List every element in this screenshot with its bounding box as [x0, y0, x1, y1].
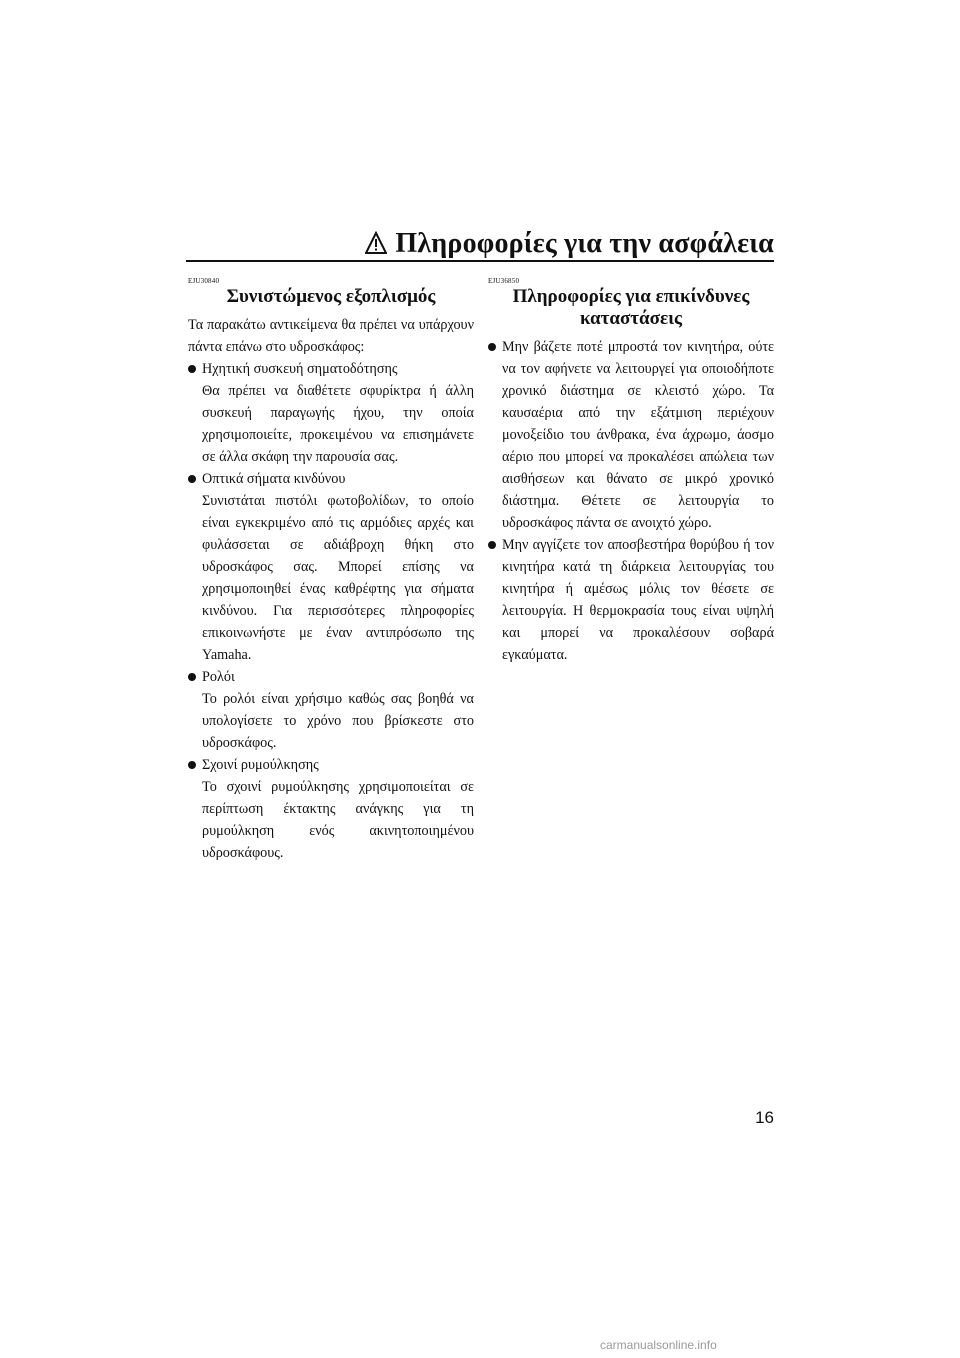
page-title: Πληροφορίες για την ασφάλεια — [395, 228, 774, 259]
bullet-icon — [188, 673, 196, 681]
header-rule — [186, 260, 774, 262]
bullet-icon — [188, 761, 196, 769]
bullet-icon — [188, 365, 196, 373]
item-text: Μην αγγίζετε τον αποσβεστήρα θορύβου ή τον κινητήρα κατά τη διάρκεια λειτουργίας του κινητήρα ή αμέσως μόλις τον θέσετε σε λειτουργία. Η θερμοκρασία τους είναι υψηλή και μπορεί να προκαλέσουν σοβαρά εγκαύματα. — [502, 537, 774, 663]
list-item — [188, 666, 474, 754]
section-heading-equipment: Συνιστώμενος εξοπλισμός — [226, 286, 436, 307]
item-description: Το ρολόι είναι χρήσιμο καθώς σας βοηθά να υπολογίσετε το χρόνο που βρίσκεστε στο υδροσκάφος. — [202, 691, 474, 751]
item-label: Ρολόι — [202, 669, 235, 685]
item-label: Σχοινί ρυμούλκησης — [202, 757, 319, 773]
section-code: EJU30840 — [188, 277, 220, 285]
bullet-icon — [188, 475, 196, 483]
right-column — [488, 277, 774, 666]
list-item — [188, 468, 474, 666]
item-description: Συνιστάται πιστόλι φωτοβολίδων, το οποίο είναι εγκεκριμένο από τις αρμόδιες αρχές και φυλάσσεται σε αδιάβροχη θήκη στο υδροσκάφος σας. Μπορεί επίσης να χρησιμοποιηθεί ένας καθρέφτης για σήματα κινδύνου. Για περισσότερες πληροφορίες επικοινωνήστε με έναν αντιπρόσωπο της Yamaha. — [202, 493, 474, 663]
list-item — [188, 754, 474, 864]
section-code: EJU36850 — [488, 277, 520, 285]
section-intro: Τα παρακάτω αντικείμενα θα πρέπει να υπάρχουν πάντα επάνω στο υδροσκάφος: — [188, 317, 474, 355]
bullet-icon — [488, 541, 496, 549]
page-header — [186, 222, 774, 258]
bullet-icon — [488, 343, 496, 351]
list-item — [488, 336, 774, 534]
item-label: Οπτικά σήματα κινδύνου — [202, 471, 346, 487]
watermark: carmanualsonline.info — [600, 1338, 717, 1352]
left-column — [188, 277, 474, 864]
warning-triangle-icon — [365, 231, 387, 255]
page-number: 16 — [755, 1108, 774, 1127]
item-description: Θα πρέπει να διαθέτετε σφυρίκτρα ή άλλη συσκευή παραγωγής ήχου, την οποία χρησιμοποιείτε, προκειμένου να επισημάνετε σε άλλα σκάφη την παρουσία σας. — [202, 383, 474, 465]
item-description: Το σχοινί ρυμούλκησης χρησιμοποιείται σε περίπτωση έκτακτης ανάγκης για τη ρυμούλκηση ενός ακινητοποιημένου υδροσκάφους. — [202, 779, 474, 861]
section-heading-hazards: Πληροφορίες για επικίνδυνες καταστάσεις — [512, 286, 750, 329]
item-label: Ηχητική συσκευή σηματοδότησης — [202, 361, 398, 377]
list-item — [488, 534, 774, 666]
item-text: Μην βάζετε ποτέ μπροστά τον κινητήρα, ούτε να τον αφήνετε να λειτουργεί για οποιοδήποτε χρονικό διάστημα σε κλειστό χώρο. Τα καυσαέρια από την εξάτμιση περιέχουν μονοξείδιο του άνθρακα, ένα άχρωμο, άοσμο αέριο που μπορεί να προκαλέσει απώλεια των αισθήσεων και θάνατο σε μικρό χρονικό διάστημα. Θέτετε σε λειτουργία το υδροσκάφος πάντα σε ανοιχτό χώρο. — [502, 339, 774, 531]
list-item — [188, 358, 474, 468]
